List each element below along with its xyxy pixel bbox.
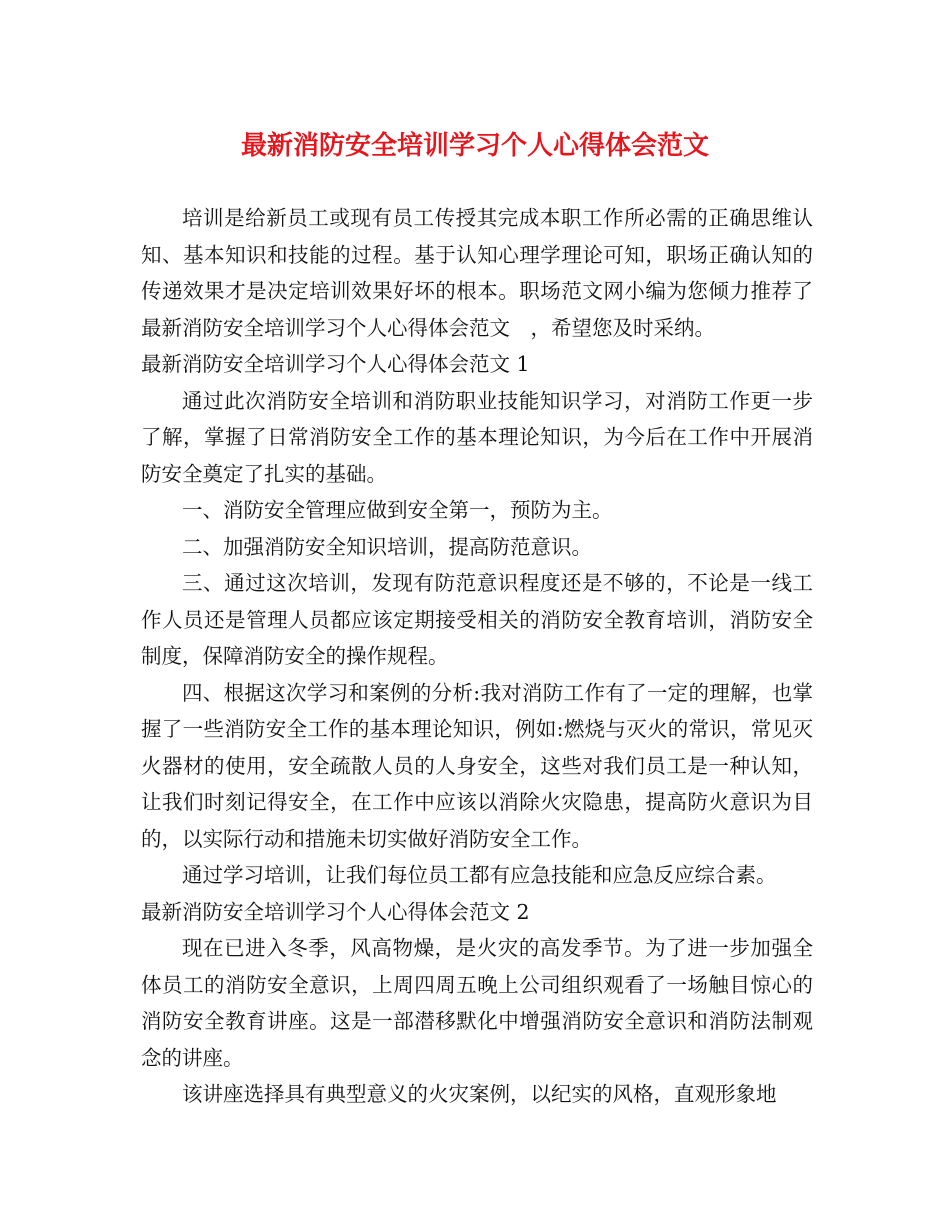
document-title: 最新消防安全培训学习个人心得体会范文 [240,131,709,161]
body-paragraph: 三、通过这次培训，发现有防范意识程度还是不够的，不论是一线工作人员还是管理人员都应该定期接受相关的消防安全教育培训，消防安全制度，保障消防安全的操作规程。 [141,571,813,668]
section-heading: 最新消防安全培训学习个人心得体会范文 2 [141,899,530,924]
body-paragraph: 通过此次消防安全培训和消防职业技能知识学习，对消防工作更一步了解，掌握了日常消防安全工作的基本理论知识，为今后在工作中开展消防安全奠定了扎实的基础。 [141,388,813,486]
body-paragraph: 四、根据这次学习和案例的分析:我对消防工作有了一定的理解，也掌握了一些消防安全工作的基本理论知识，例如:燃烧与灭火的常识，常见灭火器材的使用，安全疏散人员的人身安全，这些对我们员工是一种认知，让我们时刻记得安全，在工作中应该以消除火灾隐患，提高防火意识为目的，以实际行动和措施未切实做好消防安全工作。 [141,680,813,851]
body-paragraph: 该讲座选择具有典型意义的火灾案例，以纪实的风格，直观形象地 [182,1082,777,1106]
body-paragraph: 一、消防安全管理应做到安全第一，预防为主。 [182,498,613,522]
section-heading: 最新消防安全培训学习个人心得体会范文 1 [141,352,530,376]
body-paragraph: 二、加强消防安全知识培训，提高防范意识。 [182,534,592,559]
body-paragraph: 培训是给新员工或现有员工传授其完成本职工作所必需的正确思维认知、基本知识和技能的过程。基于认知心理学理论可知，职场正确认知的传递效果才是决定培训效果好坏的根本。职场范文网小编为您倾力推荐了最新消防安全培训学习个人心得体会范文 ，希望您及时采纳。 [141,206,813,340]
body-paragraph: 通过学习培训，让我们每位员工都有应急技能和应急反应综合素。 [182,863,777,887]
document-body [141,200,813,1113]
body-paragraph: 现在已进入冬季，风高物燥，是火灾的高发季节。为了进一步加强全体员工的消防安全意识，上周四周五晚上公司组织观看了一场触目惊心的消防安全教育讲座。这是一部潜移默化中增强消防安全意识和消防法制观念的讲座。 [141,936,813,1070]
